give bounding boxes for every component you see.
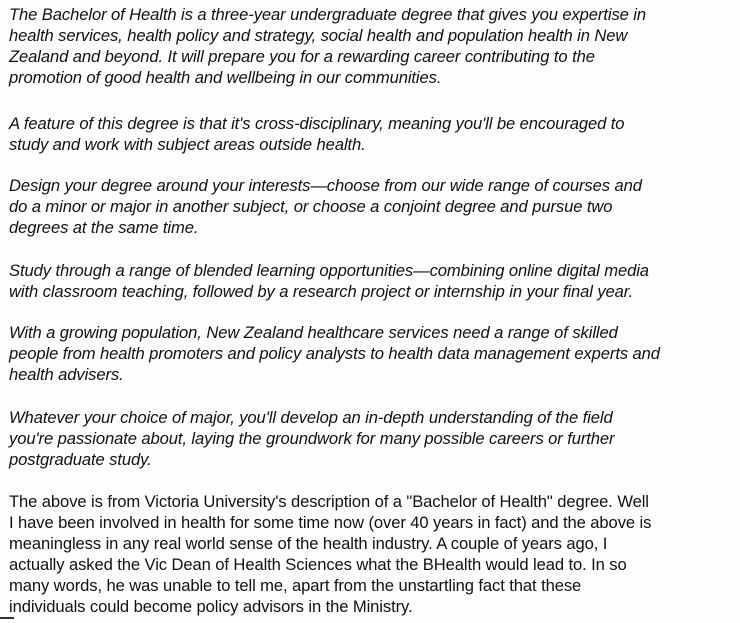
scan-edge-mark: [0, 617, 14, 619]
paragraph-author-commentary: The above is from Victoria University's description of a "Bachelor of Health" degree. Well I have been involved in health for some time now (over 40 years in fact) and the above is meaningless in any real world sense of the health industry. A couple of years ago, I actually asked the Vic Dean of Health Sciences what the BHealth would lead to. In so many words, he was unable to tell me, apart from the unstartling fact that these individuals could become policy advisors in the Ministry.: [9, 492, 652, 616]
paragraph-growing-population: With a growing population, New Zealand healthcare services need a range of skilled people from health promoters and policy analysts to health data management experts and health advisers.: [9, 323, 660, 384]
paragraph-design-degree: Design your degree around your interests—choose from our wide range of courses and do a minor or major in another subject, or choose a conjoint degree and pursue two degrees at the same time.: [9, 176, 642, 237]
paragraph-blended-learning: Study through a range of blended learning opportunities—combining online digital media with classroom teaching, followed by a research project or internship in your final year.: [9, 261, 649, 301]
paragraph-cross-disciplinary: A feature of this degree is that it's cross-disciplinary, meaning you'll be encouraged to study and work with subject areas outside health.: [9, 114, 625, 154]
paragraph-degree-overview: The Bachelor of Health is a three-year undergraduate degree that gives you expertise in health services, health policy and strategy, social health and population health in New Zealand and beyond. It will prepare you for a rewarding career contributing to the promotion of good health and wellbeing in our communities.: [9, 5, 646, 87]
paragraph-choice-of-major: Whatever your choice of major, you'll develop an in-depth understanding of the field you're passionate about, laying the groundwork for many possible careers or further postgraduate study.: [9, 408, 615, 469]
